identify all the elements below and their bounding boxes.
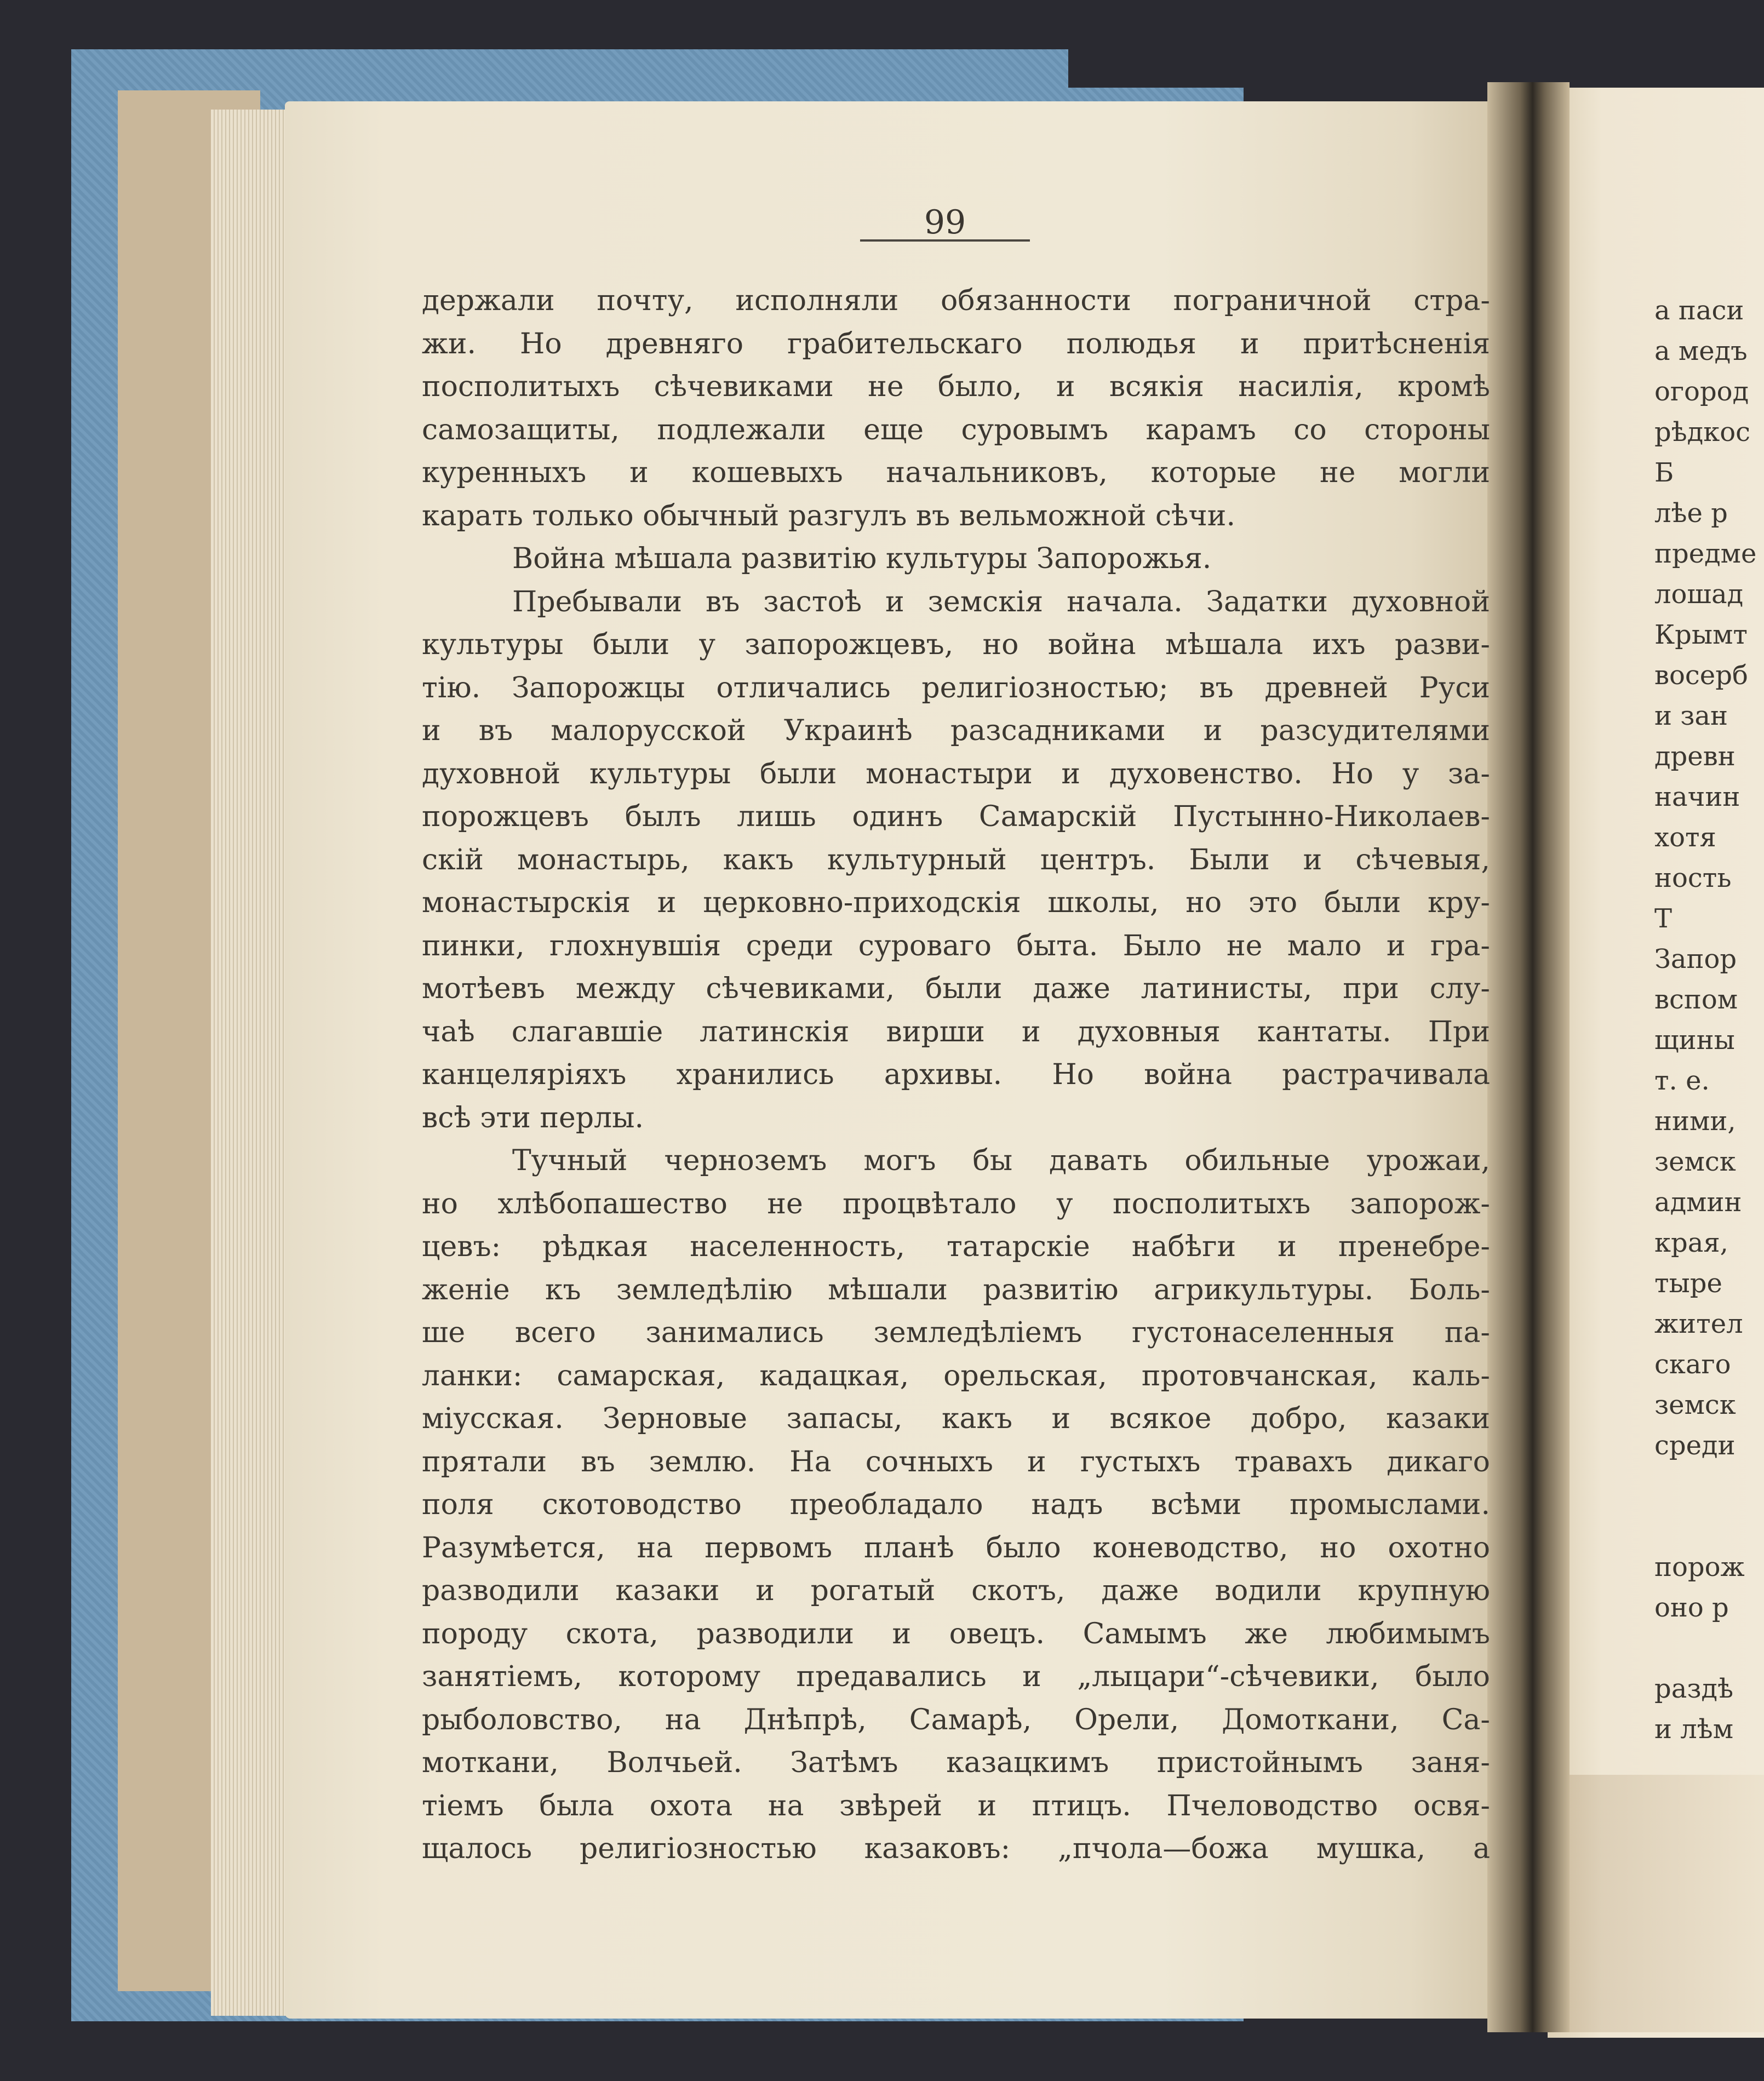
facing-text-line xyxy=(1654,1466,1764,1506)
facing-text-line: ность xyxy=(1654,863,1732,893)
facing-text-line: раздѣ xyxy=(1654,1673,1734,1704)
text-line: цевъ: рѣдкая населенность, татарскіе набѣги и пренебре- xyxy=(422,1230,1490,1263)
facing-text-line: и зан xyxy=(1654,701,1728,731)
facing-text-line: а паси xyxy=(1654,295,1744,326)
facing-text-line: древн xyxy=(1654,741,1736,772)
text-line: духовной культуры были монастыри и духовенство. Но у за- xyxy=(422,757,1490,790)
page-number: 99 xyxy=(860,205,1030,242)
page-body-text xyxy=(422,279,1490,1871)
text-line: породу скота, разводили и овецъ. Самымъ же любимымъ xyxy=(422,1617,1490,1650)
text-line: щалось религіозностью казаковъ: „пчола—божа мушка, а xyxy=(422,1832,1490,1865)
facing-text-line: восерб xyxy=(1654,660,1748,691)
facing-text-line: Запор xyxy=(1654,944,1737,974)
text-line: канцеляріяхъ хранились архивы. Но война растрачивала xyxy=(422,1058,1490,1091)
facing-text-line: порож xyxy=(1654,1552,1745,1583)
facing-text-line: лошад xyxy=(1654,579,1744,610)
text-line: порожцевъ былъ лишь одинъ Самарскій Пустынно-Николаев- xyxy=(422,800,1490,833)
facing-text-line: скаго xyxy=(1654,1349,1731,1380)
facing-text-line: ними, xyxy=(1654,1106,1736,1137)
text-line: Тучный черноземъ могъ бы давать обильные урожаи, xyxy=(512,1144,1490,1177)
text-line: карать только обычный разгулъ въ вельможной сѣчи. xyxy=(422,499,1235,532)
text-line: занятіемъ, которому предавались и „лыцари“-сѣчевики, было xyxy=(422,1660,1490,1693)
facing-text-line: начин xyxy=(1654,782,1740,812)
facing-text-line: админ xyxy=(1654,1187,1742,1218)
book-gutter xyxy=(1487,82,1570,2032)
text-line: тіемъ была охота на звѣрей и птицъ. Пчеловодство освя- xyxy=(422,1789,1490,1822)
text-line: ланки: самарская, кадацкая, орельская, протовчанская, каль- xyxy=(422,1359,1490,1392)
text-line: моткани, Волчьей. Затѣмъ казацкимъ пристойнымъ заня- xyxy=(422,1746,1490,1779)
text-line: посполитыхъ сѣчевиками не было, и всякія насилія, кромѣ xyxy=(422,370,1490,403)
text-line: жи. Но древняго грабительскаго полюдья и притѣсненія xyxy=(422,327,1490,360)
text-line: культуры были у запорожцевъ, но война мѣшала ихъ разви- xyxy=(422,628,1490,661)
facing-text-line: среди xyxy=(1654,1430,1736,1461)
facing-text-line: вспом xyxy=(1654,984,1738,1015)
text-line: но хлѣбопашество не процвѣтало у посполитыхъ запорож- xyxy=(422,1187,1490,1220)
text-line: и въ малорусской Украинѣ разсадниками и разсудителями xyxy=(422,714,1490,747)
facing-text-line: Б xyxy=(1654,457,1674,488)
text-line: держали почту, исполняли обязанности пограничной стра- xyxy=(422,284,1490,317)
facing-text-line xyxy=(1654,1506,1764,1547)
facing-text-line: щины xyxy=(1654,1025,1735,1056)
facing-page-text xyxy=(1654,290,1764,1750)
text-line: поля скотоводство преобладало надъ всѣми промыслами. xyxy=(422,1488,1490,1521)
text-line: чаѣ слагавшіе латинскія вирши и духовныя кантаты. При xyxy=(422,1015,1490,1048)
text-line: женіе къ земледѣлію мѣшали развитію агрикультуры. Боль- xyxy=(422,1273,1490,1306)
facing-text-line: т. е. xyxy=(1654,1065,1710,1096)
text-line: Война мѣшала развитію культуры Запорожья. xyxy=(512,542,1212,575)
facing-text-line: оно р xyxy=(1654,1592,1729,1623)
text-line: Разумѣется, на первомъ планѣ было коневодство, но охотно xyxy=(422,1531,1490,1564)
text-line: скій монастырь, какъ культурный центръ. Были и сѣчевыя, xyxy=(422,843,1490,876)
page-edges xyxy=(211,110,293,2016)
facing-text-line: Крымт xyxy=(1654,620,1748,650)
text-line: ше всего занимались земледѣліемъ густонаселенныя па- xyxy=(422,1316,1490,1349)
text-line: разводили казаки и рогатый скотъ, даже водили крупную xyxy=(422,1574,1490,1607)
text-line: міусская. Зерновые запасы, какъ и всякое добро, казаки xyxy=(422,1402,1490,1435)
facing-text-line: земск xyxy=(1654,1146,1736,1177)
facing-text-line: Т xyxy=(1654,903,1673,934)
text-line: рыболовство, на Днѣпрѣ, Самарѣ, Орели, Домоткани, Са- xyxy=(422,1703,1490,1736)
facing-page-shadow xyxy=(1548,1775,1764,2032)
text-line: самозащиты, подлежали еще суровымъ карамъ со стороны xyxy=(422,413,1490,446)
facing-text-line: а медъ xyxy=(1654,336,1748,366)
text-line: прятали въ землю. На сочныхъ и густыхъ травахъ дикаго xyxy=(422,1445,1490,1478)
facing-text-line xyxy=(1654,1628,1764,1669)
facing-text-line: хотя xyxy=(1654,822,1716,853)
facing-text-line: края, xyxy=(1654,1228,1728,1258)
background-strip xyxy=(1068,49,1764,88)
text-line: тію. Запорожцы отличались религіозностью; въ древней Руси xyxy=(422,671,1490,704)
facing-text-line: огород xyxy=(1654,376,1749,407)
text-line: мотѣевъ между сѣчевиками, были даже латинисты, при слу- xyxy=(422,972,1490,1005)
facing-text-line: и лѣм xyxy=(1654,1714,1734,1745)
facing-text-line: жител xyxy=(1654,1309,1743,1339)
text-line: монастырскія и церковно-приходскія школы, но это были кру- xyxy=(422,886,1490,919)
facing-text-line: тыре xyxy=(1654,1268,1722,1299)
text-line: всѣ эти перлы. xyxy=(422,1101,644,1134)
facing-text-line: лѣе р xyxy=(1654,498,1728,529)
text-line: куренныхъ и кошевыхъ начальниковъ, которые не могли xyxy=(422,456,1490,489)
facing-text-line: рѣдкос xyxy=(1654,417,1751,448)
text-line: Пребывали въ застоѣ и земскія начала. Задатки духовной xyxy=(512,585,1490,618)
text-line: пинки, глохнувшія среди суроваго быта. Было не мало и гра- xyxy=(422,929,1490,962)
facing-text-line: земск xyxy=(1654,1390,1736,1420)
facing-text-line: предме xyxy=(1654,538,1757,569)
